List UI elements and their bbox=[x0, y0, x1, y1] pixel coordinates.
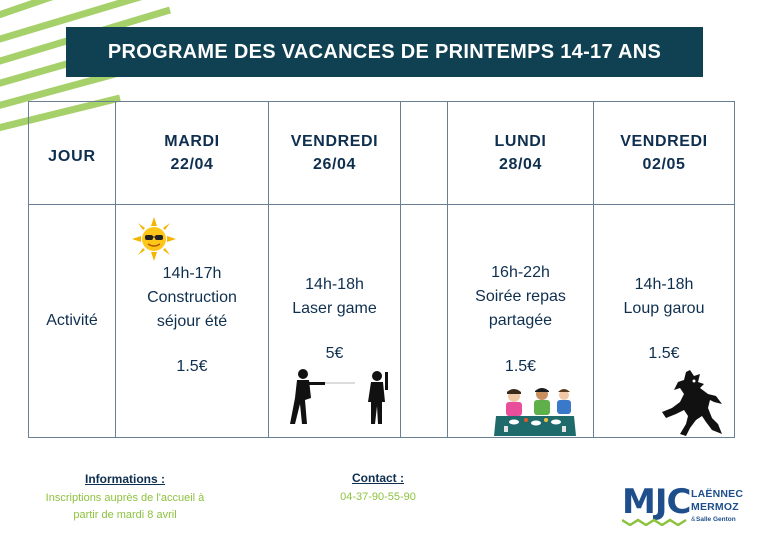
activity-cell bbox=[594, 205, 735, 438]
day-header bbox=[116, 102, 269, 205]
contact-block bbox=[318, 471, 438, 503]
activity-time: 14h-17h bbox=[162, 265, 222, 282]
activity-time: 14h-18h bbox=[305, 276, 364, 293]
day-date: 02/05 bbox=[642, 156, 686, 173]
empty-activity-cell bbox=[401, 205, 448, 438]
table-row-activities bbox=[29, 205, 735, 438]
day-date: 28/04 bbox=[498, 156, 543, 173]
activity-time: 14h-18h bbox=[634, 276, 694, 293]
sun-sunglasses-icon bbox=[132, 217, 176, 261]
mjc-logo bbox=[620, 482, 750, 530]
logo-amp: & bbox=[691, 516, 696, 523]
logo-letters: MJC bbox=[622, 482, 691, 522]
contact-phone: 04-37-90-55-90 bbox=[340, 491, 416, 503]
dinner-table-icon bbox=[492, 386, 578, 436]
activity-name: Loup garou bbox=[623, 300, 705, 317]
logo-line1: LAËNNEC bbox=[691, 488, 744, 500]
row-header-activite: Activité bbox=[29, 205, 116, 438]
day-date: 26/04 bbox=[312, 156, 357, 173]
activity-name: Soirée repas bbox=[475, 288, 566, 305]
page-title: PROGRAME DES VACANCES DE PRINTEMPS 14-17 ANS bbox=[107, 40, 662, 63]
activity-cell bbox=[116, 205, 269, 438]
activity-price: 1.5€ bbox=[176, 358, 208, 375]
info-title: Informations : bbox=[85, 472, 165, 486]
contact-title: Contact : bbox=[352, 471, 404, 485]
title-banner bbox=[66, 27, 703, 77]
werewolf-icon bbox=[660, 368, 724, 436]
activity-name-line2: séjour été bbox=[156, 313, 228, 330]
table-row-days bbox=[29, 102, 735, 205]
day-name: VENDREDI bbox=[620, 133, 708, 150]
activity-price: 1.5€ bbox=[504, 358, 537, 375]
laser-game-players-icon bbox=[285, 368, 397, 426]
activity-time: 16h-22h bbox=[491, 264, 550, 281]
program-table bbox=[28, 101, 735, 438]
info-block bbox=[30, 472, 220, 524]
activity-name-line2: partagée bbox=[488, 312, 553, 329]
day-date: 22/04 bbox=[170, 156, 214, 173]
row-header-jour: JOUR bbox=[29, 102, 116, 205]
logo-line2: MERMOZ bbox=[691, 501, 739, 513]
activity-name: Construction bbox=[147, 289, 237, 306]
day-name: MARDI bbox=[164, 133, 220, 150]
logo-line3: Salle Genton bbox=[696, 516, 736, 523]
day-header bbox=[448, 102, 594, 205]
activity-name: Laser game bbox=[292, 300, 377, 317]
info-line: partir de mardi 8 avril bbox=[73, 509, 177, 521]
activity-price: 5€ bbox=[325, 345, 344, 362]
activity-cell bbox=[269, 205, 401, 438]
logo-green-wave-icon bbox=[622, 518, 688, 526]
day-name: VENDREDI bbox=[290, 133, 379, 150]
activity-cell bbox=[448, 205, 594, 438]
empty-header bbox=[401, 102, 448, 205]
activity-price: 1.5€ bbox=[648, 345, 680, 362]
info-line: Inscriptions auprès de l'accueil à bbox=[45, 492, 205, 504]
day-header bbox=[269, 102, 401, 205]
day-name: LUNDI bbox=[494, 133, 547, 150]
day-header bbox=[594, 102, 735, 205]
